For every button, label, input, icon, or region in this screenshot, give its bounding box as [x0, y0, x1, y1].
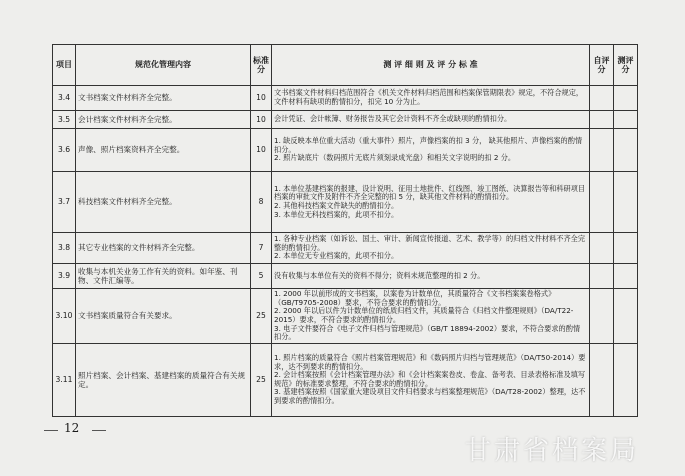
row-self-score-cell[interactable] — [590, 172, 614, 233]
row-criteria — [272, 289, 590, 344]
row-self-score-cell[interactable] — [590, 86, 614, 111]
row-standard-score: 25 — [251, 289, 272, 344]
row-eval-score-cell[interactable] — [614, 111, 638, 129]
header-self-score: 自评分 — [590, 45, 614, 86]
row-content: 科技档案文件材料齐全完整。 — [76, 172, 251, 233]
row-standard-score: 25 — [251, 343, 272, 416]
row-item-number: 3.11 — [53, 343, 76, 416]
row-criteria — [272, 233, 590, 264]
table-row — [53, 111, 638, 129]
row-eval-score-cell[interactable] — [614, 289, 638, 344]
row-self-score-cell[interactable] — [590, 264, 614, 289]
table-body — [53, 86, 638, 417]
page-number: 12 — [64, 421, 80, 435]
row-eval-score-cell[interactable] — [614, 233, 638, 264]
watermark-text: 甘肃省档案局 — [465, 436, 640, 466]
row-criteria — [272, 129, 590, 172]
evaluation-table — [52, 44, 638, 417]
table-row — [53, 233, 638, 264]
table-row — [53, 129, 638, 172]
criteria-line: 没有收集与本单位有关的资料不得分；资料未规范整理的扣 2 分。 — [274, 270, 485, 280]
row-content: 会计档案文件材料齐全完整。 — [76, 111, 251, 129]
criteria-line: 1. 各种专业档案（如诉讼、国土、审计、新闻宣传报道、艺术、教学等）的归档文件材料不齐全完整的酌情扣分。 — [274, 234, 586, 252]
row-self-score-cell[interactable] — [590, 111, 614, 129]
table-row — [53, 172, 638, 233]
row-content: 声像、照片档案资料齐全完整。 — [76, 129, 251, 172]
table-row — [53, 86, 638, 111]
row-standard-score: 5 — [251, 264, 272, 289]
criteria-line: 2. 其他科技档案文件缺失的酌情扣分。 — [274, 201, 399, 210]
row-eval-score-cell[interactable] — [614, 343, 638, 416]
row-self-score-cell[interactable] — [590, 289, 614, 344]
criteria-line: 2. 会计档案按照《会计档案管理办法》和《会计档案案卷皮、卷盒、备考表、目录表格标准及填写规范》的标准要求整理，不符合要求的酌情扣分。 — [274, 370, 586, 388]
row-criteria — [272, 343, 590, 416]
footer-rule-right — [92, 430, 106, 431]
row-standard-score: 10 — [251, 86, 272, 111]
row-standard-score: 8 — [251, 172, 272, 233]
row-standard-score: 10 — [251, 111, 272, 129]
header-standard-score: 标准分 — [251, 45, 272, 86]
row-criteria — [272, 86, 590, 111]
row-content: 其它专业档案的文件材料齐全完整。 — [76, 233, 251, 264]
row-criteria — [272, 172, 590, 233]
criteria-line: 2. 照片缺底片（数码照片无底片须刻录成光盘）和相关文字说明的扣 2 分。 — [274, 153, 516, 163]
row-content: 文书档案文件材料齐全完整。 — [76, 86, 251, 111]
footer-rule-left — [44, 430, 58, 431]
row-criteria — [272, 264, 590, 289]
row-standard-score: 7 — [251, 233, 272, 264]
row-item-number: 3.4 — [53, 86, 76, 111]
row-item-number: 3.6 — [53, 129, 76, 172]
criteria-line: 1. 2000 年以前形成的文书档案，以案卷为计数单位，其质量符合《文书档案案卷格式》（GB/T9705-2008）要求，不符合要求的酌情扣分。 — [274, 289, 556, 307]
row-criteria — [272, 111, 590, 129]
criteria-line: 2. 2000 年以后以件为计数单位的纸质归档文件，其质量符合《归档文件整理规则》（DA/T22-2015）要求，不符合要求的酌情扣分。 — [274, 306, 574, 324]
table-header-row — [53, 45, 638, 86]
header-eval-score: 测评分 — [614, 45, 638, 86]
row-self-score-cell[interactable] — [590, 233, 614, 264]
row-item-number: 3.5 — [53, 111, 76, 129]
row-self-score-cell[interactable] — [590, 129, 614, 172]
criteria-line: 文书档案文件材料归档范围符合《机关文件材料归档范围和档案保管期限表》规定，不符合规定，文件材料有缺项的酌情扣分，扣完 10 分为止。 — [274, 88, 584, 106]
criteria-line: 1. 本单位基建档案的报建、设计说明、征用土地批件、红线图、竣工图纸、决算报告等和科研项目档案的审批文件及附件不齐全完整的扣 5 分，缺其他文件材料的酌情扣分。 — [274, 183, 586, 202]
row-content: 收集与本机关业务工作有关的资料。如年鉴、刊物、文件汇编等。 — [76, 264, 251, 289]
row-item-number: 3.8 — [53, 233, 76, 264]
criteria-line: 1. 缺反映本单位重大活动（重大事件）照片，声像档案的扣 3 分， 缺其他照片、声像档案的酌情扣分。 — [274, 136, 583, 154]
row-eval-score-cell[interactable] — [614, 172, 638, 233]
criteria-line: 1. 照片档案的质量符合《照片档案管理规范》和《数码照片归档与管理规范》（DA/T50-2014）要求，达不到要求的酌情扣分。 — [274, 352, 586, 371]
criteria-line: 会计凭证、会计帐簿、财务报告及其它会计资料不齐全或缺项的酌情扣分。 — [274, 114, 512, 124]
row-item-number: 3.7 — [53, 172, 76, 233]
row-eval-score-cell[interactable] — [614, 264, 638, 289]
criteria-line: 3. 电子文件要符合《电子文件归档与管理规范》（GB/T 18894-2002）要求，不符合要求的酌情扣分。 — [274, 323, 581, 342]
row-eval-score-cell[interactable] — [614, 129, 638, 172]
header-content: 规范化管理内容 — [76, 45, 251, 86]
header-criteria: 测 评 细 则 及 评 分 标 准 — [272, 45, 590, 86]
row-content: 文书档案质量符合有关要求。 — [76, 289, 251, 344]
header-item: 项目 — [53, 45, 76, 86]
row-self-score-cell[interactable] — [590, 343, 614, 416]
row-item-number: 3.10 — [53, 289, 76, 344]
row-eval-score-cell[interactable] — [614, 86, 638, 111]
table-row — [53, 343, 638, 416]
table-row — [53, 289, 638, 344]
row-item-number: 3.9 — [53, 264, 76, 289]
table-row — [53, 264, 638, 289]
criteria-line: 3. 基建档案按照《国家重大建设项目文件归档要求与档案整理规范》（DA/T28-2002）整理，达不到要求的酌情扣分。 — [274, 387, 586, 406]
row-standard-score: 10 — [251, 129, 272, 172]
criteria-line: 2. 本单位无专业档案的，此项不扣分。 — [274, 251, 399, 261]
criteria-line: 3. 本单位无科技档案的，此项不扣分。 — [274, 209, 399, 219]
row-content: 照片档案、会计档案、基建档案的质量符合有关规定。 — [76, 343, 251, 416]
